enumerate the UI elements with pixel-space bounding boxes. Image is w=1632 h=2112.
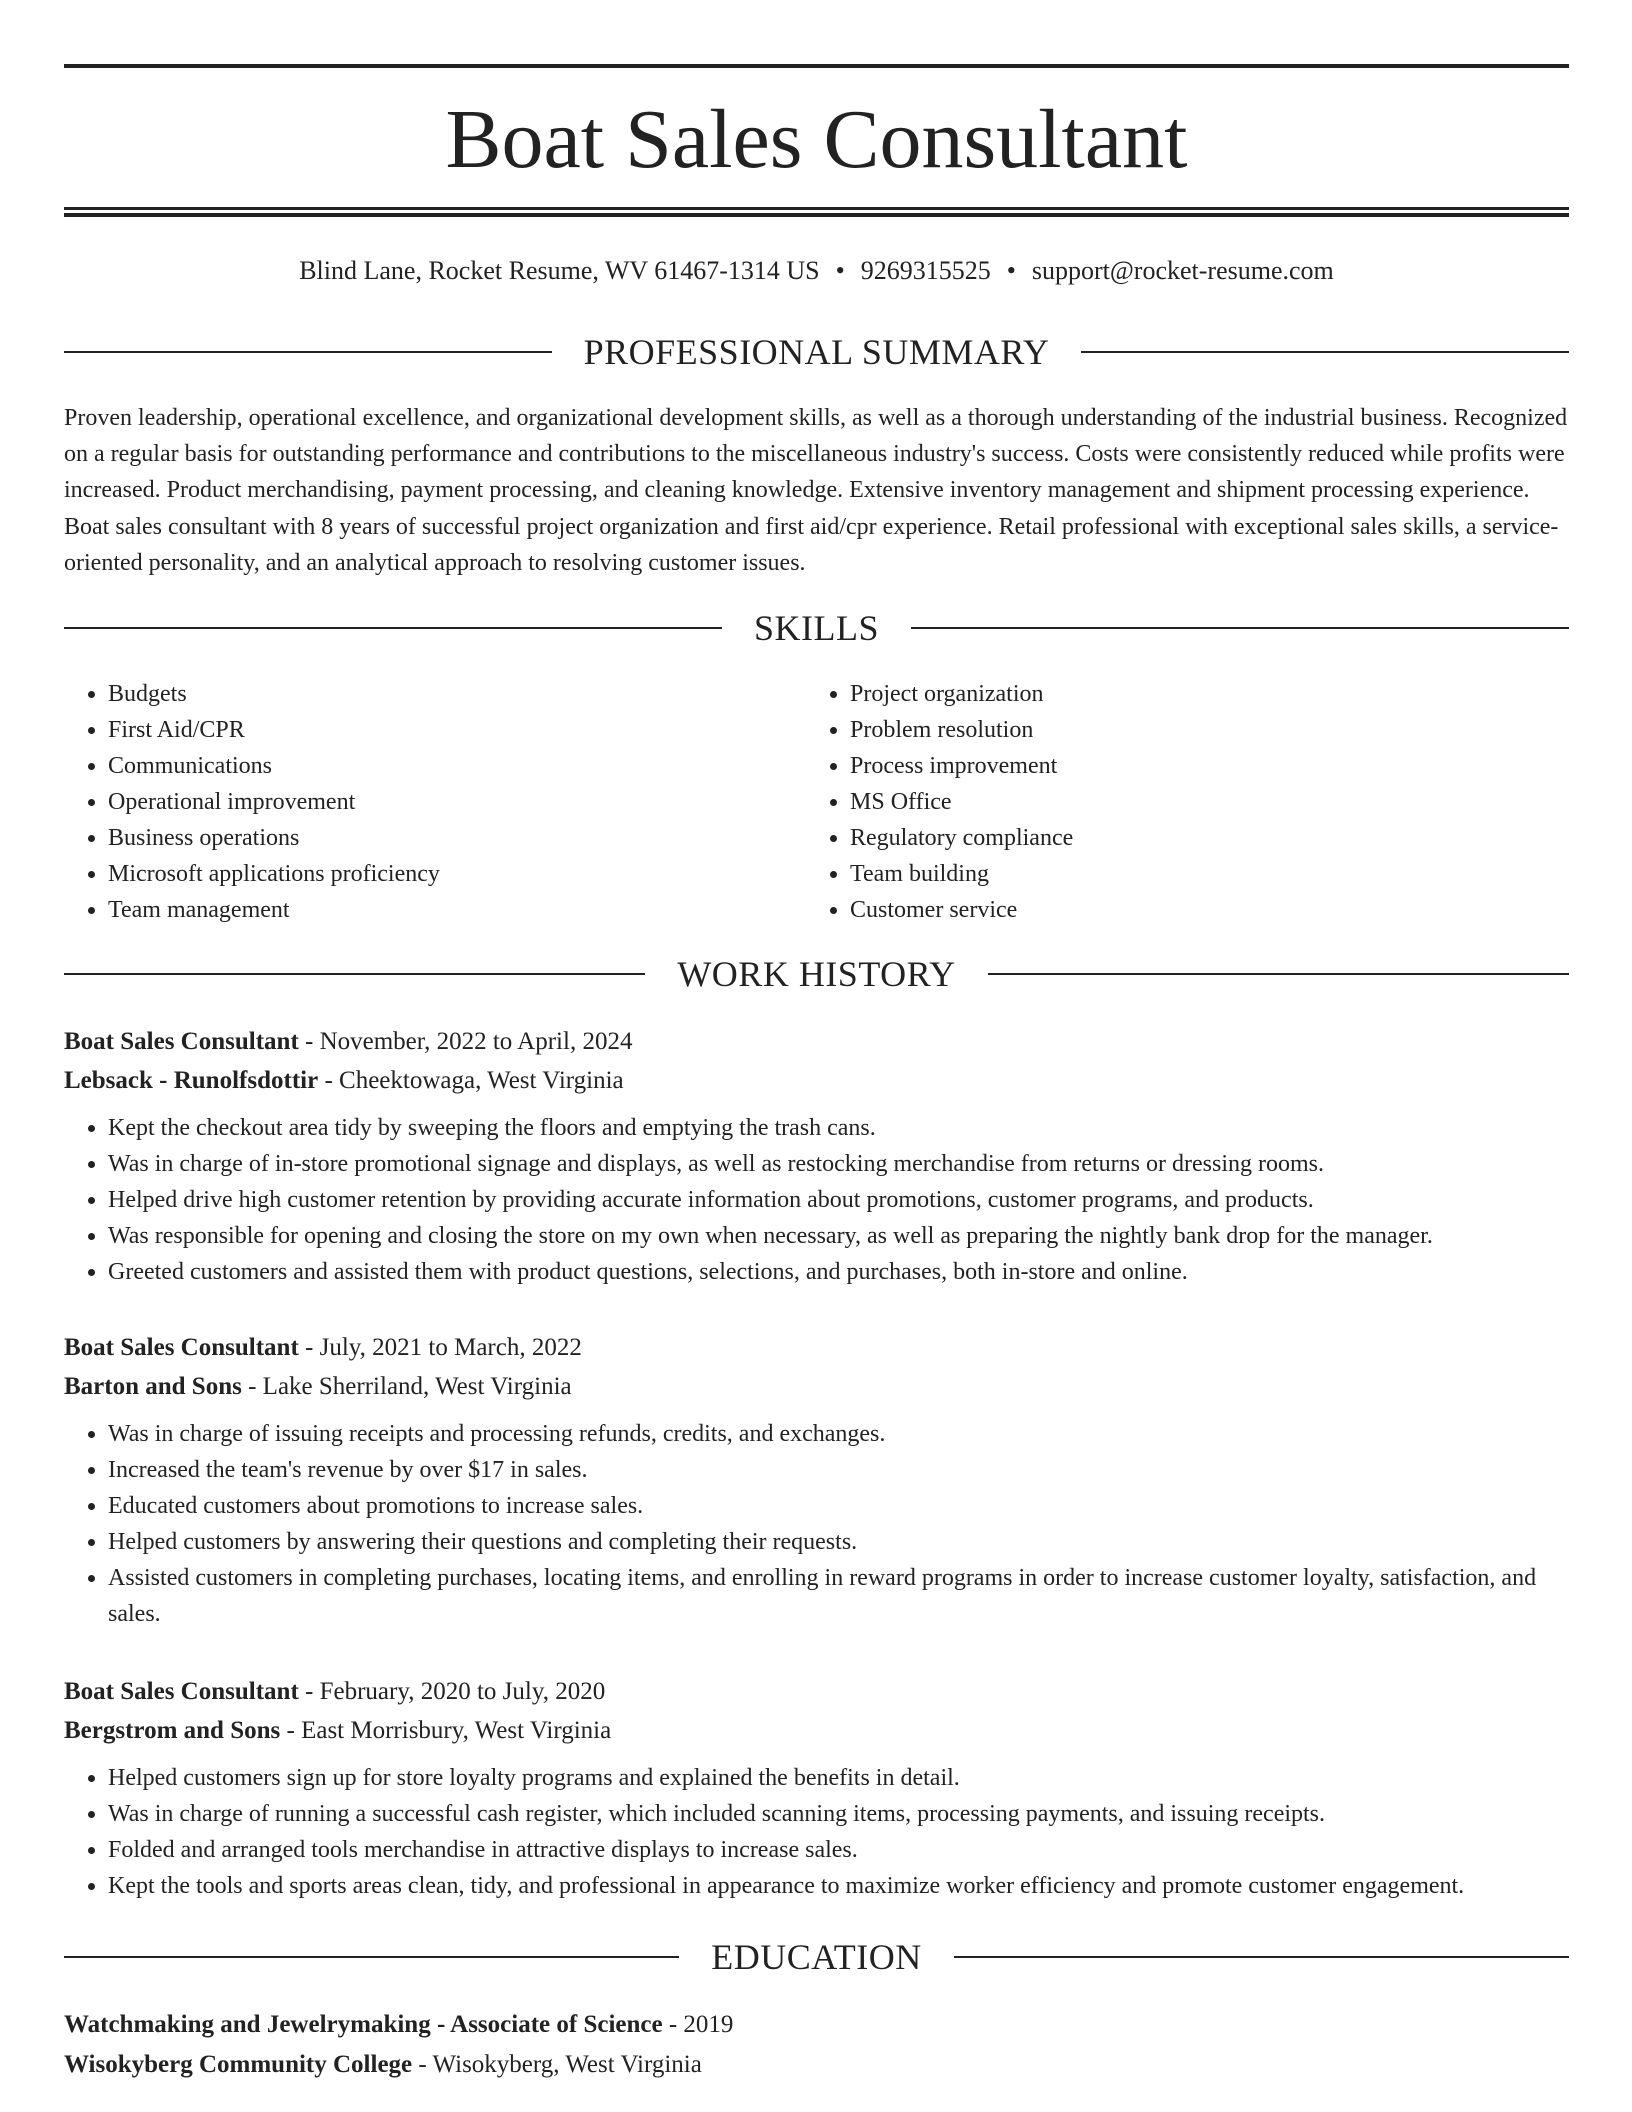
heading-rule xyxy=(64,973,645,975)
skill-item: • Operational improvement xyxy=(108,784,806,820)
education-year: - 2019 xyxy=(662,2011,734,2038)
section-heading-summary xyxy=(64,330,1569,374)
job-bullet: • Assisted customers in completing purchases, locating items, and enrolling in reward programs in order to increase customer loyalty, satisfaction, and sales. xyxy=(108,1560,1569,1632)
job-bullet: • Kept the tools and sports areas clean, tidy, and professional in appearance to maximize worker efficiency and promote customer engagement. xyxy=(108,1868,1569,1904)
skill-item: • Team management xyxy=(108,892,806,928)
job-bullet: • Folded and arranged tools merchandise in attractive displays to increase sales. xyxy=(108,1832,1569,1868)
skills-column-left xyxy=(64,676,806,928)
heading-rule xyxy=(64,351,552,353)
skills-column-right xyxy=(806,676,1548,928)
education-entry xyxy=(64,2005,1569,2085)
job-entry xyxy=(64,1022,1569,1290)
job-title: Boat Sales Consultant xyxy=(64,1334,299,1361)
education-degree: Watchmaking and Jewelrymaking - Associate of Science xyxy=(64,2011,663,2038)
section-title: PROFESSIONAL SUMMARY xyxy=(583,332,1050,372)
heading-rule xyxy=(64,1956,679,1958)
contact-separator: • xyxy=(1006,256,1016,285)
job-title-line xyxy=(64,1022,1569,1061)
job-dates: - July, 2021 to March, 2022 xyxy=(298,1334,582,1361)
section-heading-skills xyxy=(64,606,1569,650)
heading-rule xyxy=(988,973,1569,975)
heading-rule xyxy=(954,1956,1569,1958)
skill-item: • Team building xyxy=(850,856,1548,892)
skill-item: • Problem resolution xyxy=(850,712,1548,748)
skill-item: • Project organization xyxy=(850,676,1548,712)
skill-item: • Customer service xyxy=(850,892,1548,928)
job-bullet: • Helped customers by answering their questions and completing their requests. xyxy=(108,1524,1569,1560)
contact-separator: • xyxy=(835,256,845,285)
skill-item: • Business operations xyxy=(108,820,806,856)
section-title: EDUCATION xyxy=(711,1937,922,1977)
job-title: Boat Sales Consultant xyxy=(64,1028,299,1055)
job-title-line xyxy=(64,1672,1569,1711)
job-bullet: • Was in charge of in-store promotional signage and displays, as well as restocking merchandise from returns or dressing rooms. xyxy=(108,1146,1569,1182)
contact-phone: 9269315525 xyxy=(860,256,991,285)
contact-line xyxy=(64,254,1569,288)
job-company: Lebsack - Runolfsdottir xyxy=(64,1067,319,1094)
job-company-line xyxy=(64,1711,1569,1750)
job-company: Bergstrom and Sons xyxy=(64,1717,281,1744)
heading-rule xyxy=(1081,351,1569,353)
section-title: WORK HISTORY xyxy=(677,954,956,994)
job-bullet: • Helped customers sign up for store loyalty programs and explained the benefits in detail. xyxy=(108,1760,1569,1796)
job-dates: - November, 2022 to April, 2024 xyxy=(298,1028,633,1055)
job-company: Barton and Sons xyxy=(64,1373,242,1400)
skill-item: • MS Office xyxy=(850,784,1548,820)
heading-rule xyxy=(64,627,722,629)
job-bullets xyxy=(64,1760,1569,1904)
job-entry xyxy=(64,1672,1569,1904)
job-entry xyxy=(64,1328,1569,1632)
contact-email: support@rocket-resume.com xyxy=(1031,256,1334,285)
job-dates: - February, 2020 to July, 2020 xyxy=(298,1678,606,1705)
skills-list xyxy=(64,676,1569,928)
double-rule xyxy=(64,207,1569,217)
section-title: SKILLS xyxy=(754,608,880,648)
job-title: Boat Sales Consultant xyxy=(64,1678,299,1705)
job-location: - East Morrisbury, West Virginia xyxy=(280,1717,612,1744)
job-bullet: • Helped drive high customer retention by providing accurate information about promotions, customer programs, and products. xyxy=(108,1182,1569,1218)
job-title-line xyxy=(64,1328,1569,1367)
education-school-line xyxy=(64,2045,1569,2085)
summary-text: Proven leadership, operational excellence, and organizational development skills, as well as a thorough understanding of the industrial business. Recognized on a regular basis for outstanding performance and contributions to the miscellaneous industry's success. Costs were consistently reduced while profits were increased. Product merchandising, payment processing, and cleaning knowledge. Extensive inventory management and shipment processing experience. Boat sales consultant with 8 years of successful project organization and first aid/cpr experience. Retail professional with exceptional sales skills, a service-oriented personality, and an analytical approach to resolving customer issues. xyxy=(64,405,1568,576)
job-location: - Lake Sherriland, West Virginia xyxy=(241,1373,572,1400)
job-bullet: • Kept the checkout area tidy by sweeping the floors and emptying the trash cans. xyxy=(108,1110,1569,1146)
skill-item: • Regulatory compliance xyxy=(850,820,1548,856)
job-bullet: • Was in charge of running a successful cash register, which included scanning items, processing payments, and issuing receipts. xyxy=(108,1796,1569,1832)
job-bullet: • Was responsible for opening and closing the store on my own when necessary, as well as preparing the nightly bank drop for the manager. xyxy=(108,1218,1569,1254)
skill-item: • Communications xyxy=(108,748,806,784)
section-heading-work-history xyxy=(64,952,1569,996)
skill-item: • Budgets xyxy=(108,676,806,712)
section-heading-education xyxy=(64,1935,1569,1979)
job-company-line xyxy=(64,1367,1569,1406)
skill-item: • Microsoft applications proficiency xyxy=(108,856,806,892)
job-company-line xyxy=(64,1061,1569,1100)
job-bullets xyxy=(64,1110,1569,1290)
top-rule xyxy=(64,64,1569,68)
skill-item: • First Aid/CPR xyxy=(108,712,806,748)
job-bullets xyxy=(64,1416,1569,1632)
job-bullet: • Educated customers about promotions to increase sales. xyxy=(108,1488,1569,1524)
job-bullet: • Increased the team's revenue by over $17 in sales. xyxy=(108,1452,1569,1488)
job-location: - Cheektowaga, West Virginia xyxy=(318,1067,624,1094)
job-bullet: • Was in charge of issuing receipts and processing refunds, credits, and exchanges. xyxy=(108,1416,1569,1452)
heading-rule xyxy=(911,627,1569,629)
education-degree-line xyxy=(64,2005,1569,2045)
contact-address: Blind Lane, Rocket Resume, WV 61467-1314 US xyxy=(299,256,820,285)
education-location: - Wisokyberg, West Virginia xyxy=(412,2051,702,2078)
skill-item: • Process improvement xyxy=(850,748,1548,784)
job-bullet: • Greeted customers and assisted them with product questions, selections, and purchases, both in-store and online. xyxy=(108,1254,1569,1290)
resume-name: Boat Sales Consultant xyxy=(445,93,1188,186)
education-school: Wisokyberg Community College xyxy=(64,2051,413,2078)
